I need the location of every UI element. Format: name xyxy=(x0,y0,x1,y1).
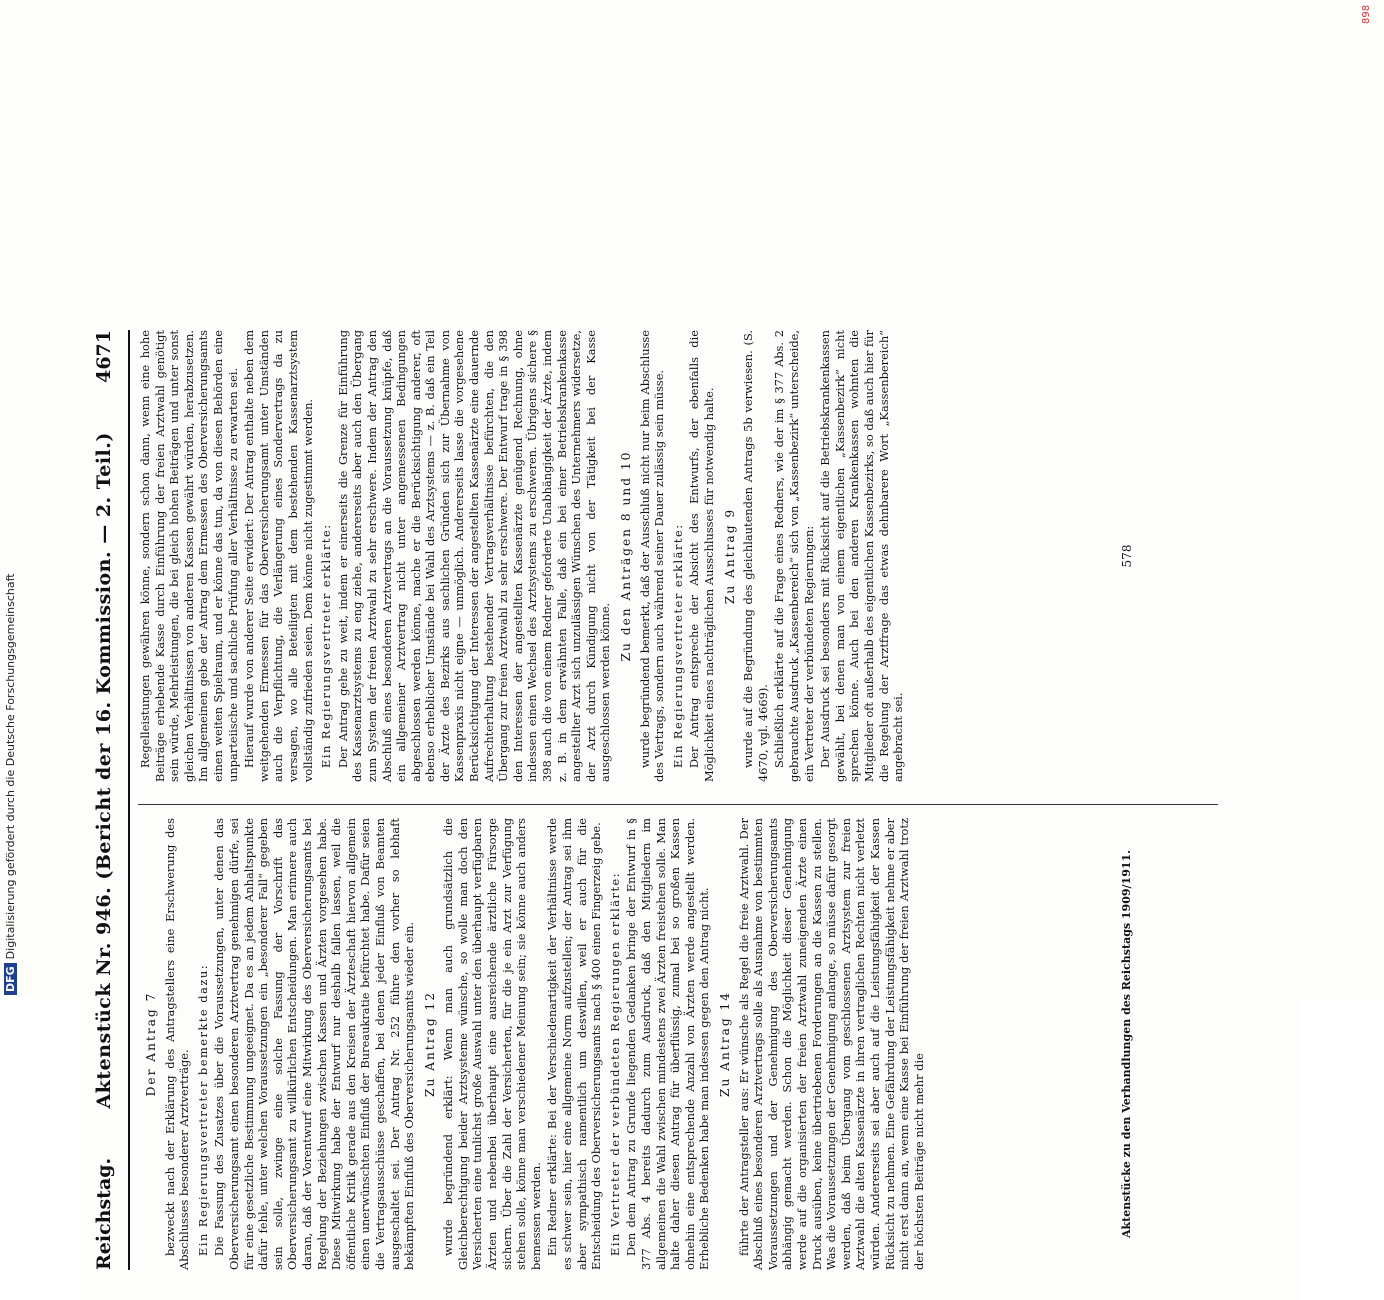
dfg-logo: DFG xyxy=(4,963,17,995)
paragraph: Der Antrag gehe zu weit, indem er einerseits die Grenze für Einführung des Kassenarztsystems zu eng ziehe, andererseits aber auch den Übergang zum System der freien Arztwahl zu sehr erschwere. Indem der Antrag den Abschluß eines besonderen Arztvertrags an die Voraussetzung knüpfe, daß ein allgemeiner Arztvertrag nicht unter angemessenen Bedingungen abgeschlossen werden könne, mache er die Berücksichtigung anderer, oft ebenso erheblicher Umstände bei Wahl des Arztsystems — z. B. daß ein Teil der Ärzte des Bezirks aus sachlichen Gründen sich zur Übernahme von Kassenpraxis nicht eigne — unmöglich. Andererseits lasse die vorgesehene Berücksichtigung der Interessen der angestellten Kassenärzte eine dauernde Aufrechterhaltung bestehender Vertragsverhältnisse befürchten, die den Übergang zur freien Arztwahl zu sehr erschwere. Der Entwurf trage in § 398 den Interessen der angestellten Kassenärzte genügend Rechnung, ohne indessen einen Wechsel des Arztsystems zu erschweren. Übrigens sichere § 398 auch die von einem Redner geforderte Unabhängigkeit der Ärzte, indem z. B. in dem erwähnten Falle, daß ein bei einer Betriebskrankenkasse angestellter Arzt sich unzulässigen Wünschen des Unternehmers widersetze, der Arzt durch Kündigung nicht von der Tätigkeit bei der Kasse ausgeschlossen werden könne. xyxy=(335,330,613,782)
paragraph: Den dem Antrag zu Grunde liegenden Gedanken bringe der Entwurf in § 377 Abs. 4 bereits dadurch zum Ausdruck, daß den Mitgliedern im allgemeinen die Wahl zwischen mindestens zwei Ärzten freistehen solle. Man halte daher diesen Antrag für überflüssig, zumal bei so großen Kassen ohnehin eine entsprechende Anzahl von Ärzten werde angestellt werden. Erhebliche Bedenken habe man indessen gegen den Antrag nicht. xyxy=(624,818,712,1270)
paragraph: Der Antrag entspreche der Absicht des Entwurfs, der ebenfalls die Möglichkeit eines nachträglichen Ausschlusses für notwendig halte. xyxy=(687,330,716,782)
column-divider xyxy=(138,804,1218,805)
speaker-line: Ein Vertreter der verbündeten Regierungen erklärte: xyxy=(607,871,622,1256)
section-heading: Zu Antrag 12 xyxy=(422,990,437,1098)
paragraph: wurde begründend bemerkt, daß der Ausschluß nicht nur beim Abschlusse des Vertrags, sondern auch während seiner Dauer zulässig sein müsse. xyxy=(637,330,667,782)
right-column xyxy=(138,330,908,782)
header-title: Aktenstück Nr. 946. (Bericht der 16. Kommission. — 2. Teil.) xyxy=(93,432,115,1109)
scan-stamp: 898 xyxy=(1360,4,1372,24)
paragraph: wurde begründend erklärt: Wenn man auch grundsätzlich die Gleichberechtigung beider Arztsysteme wünsche, so wolle man doch den Versicherten eine tunlichst große Auswahl unter den überhaupt verfügbaren Ärzten und nebenbei überhaupt eine ausreichende ärztliche Fürsorge sichern. Über die Zahl der Versicherten, für die je ein Arzt zur Verfügung stehen solle, könne man verschiedener Meinung sein; sie könne auch anders bemessen werden. xyxy=(441,818,543,1270)
paragraph: Hierauf wurde von anderer Seite erwidert: Der Antrag enthalte neben dem weitgehenden Ermessen für das Oberversicherungsamt unter Umständen auch die Verpflichtung, die Verlängerung eines Sondervertrags da zu versagen, wo alle Beteiligten mit dem bestehenden Kassenarztsystem vollständig zufrieden seien. Dem könne nicht zugestimmt werden. xyxy=(242,330,315,782)
left-column xyxy=(138,818,928,1270)
paragraph: Der Ausdruck sei besonders mit Rücksicht auf die Betriebskrankenkassen gewählt, bei denen man von einem eigentlichen „Kassenbezirk“ nicht sprechen könne. Auch bei den anderen Krankenkassen wohnten die Mitglieder oft außerhalb des eigentlichen Kassenbezirks, so daß auch hier für die Regelung der Arztfrage das etwas dehnbarere Wort „Kassenbereich“ angebracht sei. xyxy=(818,330,906,782)
section-heading: Zu den Anträgen 8 und 10 xyxy=(619,450,633,662)
page-number: 578 xyxy=(1120,544,1134,568)
page-header xyxy=(80,330,130,1270)
section-heading: Zu Antrag 14 xyxy=(717,990,732,1098)
header-page-number: 4671 xyxy=(93,330,115,383)
paragraph: wurde auf die Begründung des gleichlautenden Antrags 5b verwiesen. (S. 4670, vgl. 4669). xyxy=(741,330,770,782)
paragraph: bezweckt nach der Erklärung des Antragstellers eine Erschwerung des Abschlusses besonderer Arztverträge. xyxy=(162,818,192,1270)
speaker-line: Ein Regierungsvertreter bemerkte dazu: xyxy=(195,963,210,1256)
paragraph: führte der Antragsteller aus: Er wünsche als Regel die freie Arztwahl. Der Abschluß eines besonderen Arztvertrags solle als Ausnahme von bestimmten Voraussetzungen und der Genehmigung des Oberversicherungsamts abhängig gemacht werden. Schon die Möglichkeit dieser Genehmigung werde auf die organisierten der freien Arztwahl zuneigenden Ärzte einen Druck ausüben, keine übertriebenen Forderungen an die Kassen zu stellen. Was die Voraussetzungen der Genehmigung anlange, so müsse dafür gesorgt werden, daß beim Übergang vom geschlossenen Arztsystem zur freien Arztwahl die alten Kassenärzte in ihren vertraglichen Rechten nicht verletzt würden. Andererseits sei aber auch auf die Leistungsfähigkeit der Kassen Rücksicht zu nehmen. Eine Gefährdung der Leistungsfähigkeit nehme er aber nicht erst dann an, wenn eine Kasse bei Einführung der freien Arztwahl trotz der höchsten Beiträge nicht mehr die xyxy=(736,818,926,1270)
credit-text: Digitalisierung gefördert durch die Deutsche Forschungsgemeinschaft xyxy=(4,573,17,960)
digitization-credit xyxy=(4,573,17,995)
paragraph: Regelleistungen gewähren könne, sondern schon dann, wenn eine hohe Beiträge erhebende Kasse durch Einführung der freien Arztwahl genötigt sein würde, Mehrleistungen, die bei gleich hohen Beiträgen und unter sonst gleichen Verhältnissen von anderen Kassen gewährt würden, herabzusetzen. Im allgemeinen gebe der Antrag dem Ermessen des Oberversicherungsamts einen weiten Spielraum, und er könne das tun, da von diesen Behörden eine unparteiische und sachliche Prüfung aller Verhältnisse zu erwarten sei. xyxy=(138,330,240,782)
paragraph: Schließlich erklärte auf die Frage eines Redners, wie der im § 377 Abs. 2 gebrauchte Ausdruck „Kassenbereich“ sich von „Kassenbezirk“ unterscheide, ein Vertreter der verbündeten Regierungen: xyxy=(772,330,816,782)
section-heading: Der Antrag 7 xyxy=(144,991,158,1097)
section-heading: Zu Antrag 9 xyxy=(722,507,737,605)
paragraph: Ein Redner erklärte: Bei der Verschiedenartigkeit der Verhältnisse werde es schwer sein, hier eine allgemeine Norm aufzustellen; der Antrag sei ihm aber sympathisch namentlich um deswillen, weil er auch für die Entscheidung des Oberversicherungsamts nach § 400 einen Fingerzeig gebe. xyxy=(545,818,604,1270)
page-footer: Aktenstücke zu den Verhandlungen des Reichstags 1909/1911. xyxy=(1120,850,1133,1238)
speaker-line: Ein Regierungsvertreter erklärte: xyxy=(670,523,685,768)
speaker-line: Ein Regierungsvertreter erklärte: xyxy=(319,523,334,768)
paragraph: Die Fassung des Zusatzes über die Voraussetzungen, unter denen das Oberversicherungsamt einen besonderen Arztvertrag genehmigen dürfe, sei für eine gesetzliche Bestimmung ungeeignet. Da es an jedem Anhaltspunkte dafür fehle, unter welchen Voraussetzungen ein „besonderer Fall“ gegeben sein solle, zwinge eine solche Fassung der Vorschrift das Oberversicherungsamt zu willkürlichen Entscheidungen. Man erinnere auch daran, daß der Vorentwurf eine Mitwirkung des Oberversicherungsamts bei Regelung der Beziehungen zwischen Kassen und Ärzten vorgesehen habe. Diese Mitwirkung habe der Entwurf nur deshalb fallen lassen, weil die öffentliche Kritik gerade aus den Kreisen der Ärzteschaft hiervon allgemein einen unerwünschten Einfluß der Bureaukratie befürchtet habe. Dafür seien die Vertragsausschüsse geschaffen, bei denen jeder Einfluß von Beamten ausgeschaltet sei. Der Antrag Nr. 252 führe den vorher so lebhaft bekämpften Einfluß des Oberversicherungsamts wieder ein. xyxy=(212,818,417,1270)
header-left: Reichstag. xyxy=(93,1157,115,1270)
rotated-page xyxy=(80,300,1300,1300)
